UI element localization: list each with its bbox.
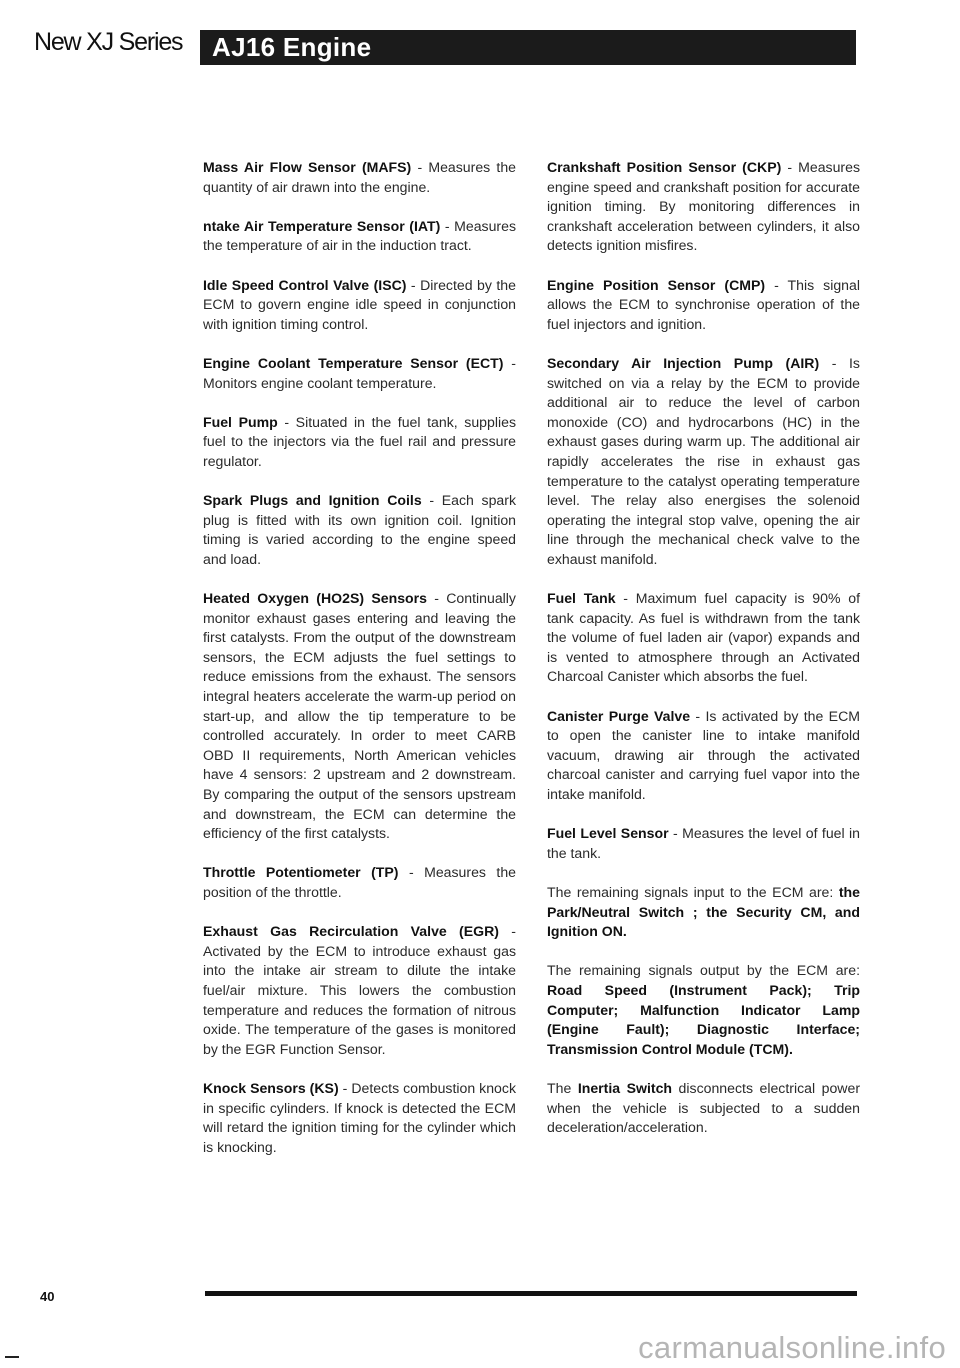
ecm-outputs-list: Road Speed (Instrument Pack); Trip Computer; Malfunction Indicator Lamp (Engine Fault); Diagnostic Interface; Transmission Control Module (TCM). [547,981,860,1057]
entry-cmp [547,276,860,335]
entry-term: Idle Speed Control Valve (ISC) [203,276,407,293]
entry-term: ntake Air Temperature Sensor (IAT) [203,217,441,234]
title-banner [200,30,856,65]
entry-term: Secondary Air Injection Pump (AIR) [547,354,820,371]
entry-term: Spark Plugs and Ignition Coils [203,492,422,509]
series-label: New XJ Series [34,28,183,56]
entry-ks [203,1079,516,1157]
entry-term: Throttle Potentiometer (TP) [203,864,399,881]
entry-text: - Activated by the ECM to introduce exhaust gas into the intake air stream to dilute the intake fuel/air mixture. This lowers the combustion temperature and reduces the formation of nitrous oxide. The temperature of the gases is monitored by the EGR Function Sensor. [203,923,516,1057]
entry-text: - Measures the level of fuel in the tank. [547,825,860,861]
ecm-outputs-intro: The remaining signals output by the ECM are: [547,962,860,979]
entry-text: - Is switched on via a relay by the ECM to provide additional air to reduce the level of carbon monoxide (CO) and hydrocarbons (HC) in the exhaust gases during warm up. The additional air rapidly accelerates the rise in exhaust gas temperature to the catalyst operating temperature level. The relay also energises the solenoid operating the integral stop valve, opening the air line through the mechanical check valve to the exhaust manifold. [547,354,860,567]
entry-text: - This signal allows the ECM to synchronise operation of the fuel injectors and ignition. [547,276,860,332]
entry-spark-plugs [203,491,516,569]
entry-term: Crankshaft Position Sensor (CKP) [547,159,782,175]
entry-air [547,354,860,570]
ecm-inputs-list: the Park/Neutral Switch ; the Security CM, and Ignition ON. [547,883,860,940]
entry-text: - Each spark plug is fitted with its own ignition coil. Ignition timing is varied according to the engine speed and load. [203,492,516,567]
entry-term: Fuel Tank [547,590,616,607]
watermark: carmanualsonline.info [638,1330,946,1365]
inertia-text: disconnects electrical power when the vehicle is subjected to a sudden deceleration/acceleration. [547,1079,861,1136]
entry-text: - Measures the temperature of air in the induction tract. [203,217,517,254]
inertia-switch-paragraph [547,1079,860,1138]
entry-isc [203,276,516,335]
entry-text: - Is activated by the ECM to open the canister line to intake manifold vacuum, drawing air through the activated charcoal canister and carrying fuel vapor into the intake manifold. [547,707,860,802]
ecm-inputs-intro: The remaining signals input to the ECM are: [547,883,839,900]
entry-mafs [203,158,516,197]
entry-term: Canister Purge Valve [547,707,691,724]
inertia-pre: The [547,1079,578,1096]
entry-term: Fuel Level Sensor [547,825,669,842]
entry-ckp [547,158,860,256]
entry-fuel-level [547,824,860,863]
entry-term: Exhaust Gas Recirculation Valve (EGR) [203,923,499,940]
entry-text: - Detects combustion knock in specific cylinders. If knock is detected the ECM will retard the ignition timing for the cylinder which is knocking. [203,1079,516,1155]
entry-fuel-tank [547,589,860,687]
entry-text: - Directed by the ECM to govern engine idle speed in conjunction with ignition timing control. [203,276,516,332]
entry-ho2s [203,589,516,844]
inertia-term: Inertia Switch [577,1079,673,1096]
entry-text: - Maximum fuel capacity is 90% of tank capacity. As fuel is withdrawn from the tank the volume of fuel laden air (vapor) expands and is vented to atmosphere through an Activated Charcoal Canister which absorbs the fuel. [547,590,860,685]
page-title: AJ16 Engine [212,32,372,62]
page-number: 40 [40,1289,55,1304]
entry-fuel-pump [203,413,516,472]
entry-canister-purge [547,707,860,805]
right-column [547,158,860,1157]
entry-term: Mass Air Flow Sensor (MAFS) [203,159,412,175]
entry-text: - Continually monitor exhaust gases entering and leaving the first catalysts. From the output of the downstream sensors, the ECM adjusts the fuel settings to reduce emissions from the exhaust. The sensors integral heaters accelerate the warm-up period on start-up, and allow the tip temperature to be controlled accurately. In order to meet CARB OBD II requirements, North American vehicles have 4 sensors: 2 upstream and 2 downstream. By comparing the output of the sensors upstream and downstream, the ECM can determine the efficiency of the first catalysts. [203,590,516,842]
ecm-outputs-paragraph [547,961,860,1059]
entry-text: - Situated in the fuel tank, supplies fuel to the injectors via the fuel rail and pressure regulator. [203,413,516,469]
entry-term: Knock Sensors (KS) [203,1079,339,1096]
entry-text: - Measures the quantity of air drawn into the engine. [203,159,516,195]
footer-rule [205,1291,857,1296]
entry-text: - Measures the position of the throttle. [203,864,516,900]
left-column [203,158,516,1177]
entry-egr [203,922,516,1059]
corner-mark [5,1356,19,1358]
entry-tp [203,863,516,902]
entry-ect [203,354,516,393]
entry-iat [203,217,516,256]
entry-term: Engine Coolant Temperature Sensor (ECT) [203,354,504,371]
entry-term: Engine Position Sensor (CMP) [547,276,766,293]
entry-term: Fuel Pump [203,413,278,430]
ecm-inputs-paragraph [547,883,860,942]
entry-text: - Measures engine speed and crankshaft position for accurate ignition timing. By monitoring differences in crankshaft acceleration between cylinders, it also detects ignition misfires. [547,159,860,254]
entry-term: Heated Oxygen (HO2S) Sensors [203,590,427,607]
entry-text: - Monitors engine coolant temperature. [203,354,516,391]
